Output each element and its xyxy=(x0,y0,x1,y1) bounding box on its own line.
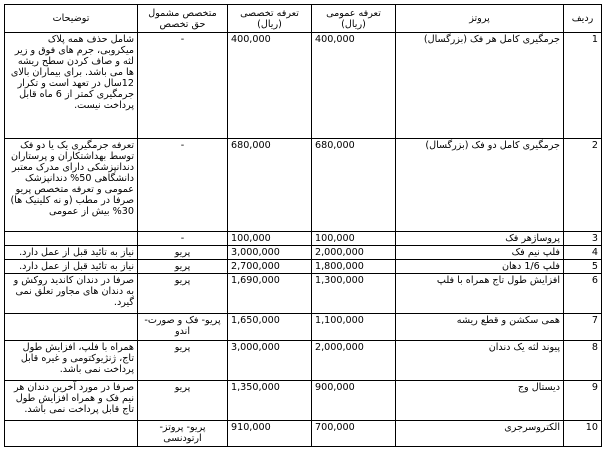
header-general-fee: تعرفه عمومی (ریال) xyxy=(312,5,396,33)
fee-schedule-table xyxy=(4,4,602,447)
table-row xyxy=(5,139,602,232)
header-specialist-fee: تعرفه تخصصی (ریال) xyxy=(228,5,312,33)
table-row xyxy=(5,274,602,314)
header-service: پروتز xyxy=(396,5,564,33)
row-service: پیوند لثه یک دندان xyxy=(396,341,564,381)
row-specialist-fee: 3,000,000 xyxy=(228,341,312,381)
row-specialist-fee: 3,000,000 xyxy=(228,246,312,260)
row-general-fee: 700,000 xyxy=(312,421,396,447)
row-specialist-fee: 1,350,000 xyxy=(228,381,312,421)
row-index: 3 xyxy=(564,232,602,246)
row-notes: نیاز به تائید قبل از عمل دارد. xyxy=(5,246,138,260)
row-index: 8 xyxy=(564,341,602,381)
table-row xyxy=(5,33,602,139)
row-general-fee: 900,000 xyxy=(312,381,396,421)
row-specialist-fee: 100,000 xyxy=(228,232,312,246)
row-specialist-eligible: پریو- پروتز- ارتودنسی xyxy=(138,421,228,447)
row-service: پروساژهر فک xyxy=(396,232,564,246)
row-specialist-eligible: پریو xyxy=(138,341,228,381)
row-specialist-eligible: پریو xyxy=(138,260,228,274)
row-index: 9 xyxy=(564,381,602,421)
row-notes: صرفا در دندان کاندید روکش و به دندان های مجاور تعلق نمی گیرد. xyxy=(5,274,138,314)
row-specialist-fee: 1,690,000 xyxy=(228,274,312,314)
row-notes: همراه با فلپ، افزایش طول تاج، ژنژیوکتومی و غیره قابل پرداخت نمی باشد. xyxy=(5,341,138,381)
row-notes xyxy=(5,232,138,246)
table-row xyxy=(5,246,602,260)
row-index: 10 xyxy=(564,421,602,447)
row-notes: تعرفه جرمگیری یک یا دو فک توسط بهداشتکاران و پرستاران دندانپزشکی دارای مدرک معتبر دانشگاهی 50% دندانپزشک عمومی و تعرفه متخصص پریو صرفا در مطب (و نه کلینیک ها) 30% بیش از عمومی xyxy=(5,139,138,232)
row-specialist-eligible: - xyxy=(138,33,228,139)
table-row xyxy=(5,314,602,341)
row-service: جرمگیری کامل هر فک (بزرگسال) xyxy=(396,33,564,139)
header-row xyxy=(5,5,602,33)
row-specialist-eligible: پریو xyxy=(138,274,228,314)
row-general-fee: 1,100,000 xyxy=(312,314,396,341)
header-notes: توضیحات xyxy=(5,5,138,33)
row-service: جرمگیری کامل دو فک (بزرگسال) xyxy=(396,139,564,232)
row-general-fee: 2,000,000 xyxy=(312,246,396,260)
header-index: ردیف xyxy=(564,5,602,33)
row-specialist-eligible: - xyxy=(138,232,228,246)
row-general-fee: 400,000 xyxy=(312,33,396,139)
row-notes xyxy=(5,421,138,447)
row-specialist-eligible: پریو- فک و صورت- اندو xyxy=(138,314,228,341)
table-row xyxy=(5,421,602,447)
row-specialist-fee: 400,000 xyxy=(228,33,312,139)
table-row xyxy=(5,381,602,421)
row-notes: صرفا در مورد آخرین دندان هر نیم فک و همراه افزایش طول تاج قابل پرداخت نمی باشد. xyxy=(5,381,138,421)
row-index: 5 xyxy=(564,260,602,274)
row-service: فلپ 1/6 دهان xyxy=(396,260,564,274)
row-specialist-fee: 2,700,000 xyxy=(228,260,312,274)
row-index: 1 xyxy=(564,33,602,139)
row-general-fee: 1,300,000 xyxy=(312,274,396,314)
header-specialist-eligible: متخصص مشمول حق تخصص xyxy=(138,5,228,33)
row-index: 2 xyxy=(564,139,602,232)
row-notes: نیاز به تائید قبل از عمل دارد. xyxy=(5,260,138,274)
row-service: دیستال وج xyxy=(396,381,564,421)
row-general-fee: 2,000,000 xyxy=(312,341,396,381)
row-service: فلپ نیم فک xyxy=(396,246,564,260)
row-index: 4 xyxy=(564,246,602,260)
row-specialist-fee: 910,000 xyxy=(228,421,312,447)
row-general-fee: 1,800,000 xyxy=(312,260,396,274)
row-general-fee: 100,000 xyxy=(312,232,396,246)
row-service: الکتروسرجری xyxy=(396,421,564,447)
row-index: 7 xyxy=(564,314,602,341)
row-index: 6 xyxy=(564,274,602,314)
row-service: افزایش طول تاج همراه با فلپ xyxy=(396,274,564,314)
row-specialist-eligible: پریو xyxy=(138,246,228,260)
table-row xyxy=(5,341,602,381)
table-row xyxy=(5,260,602,274)
row-notes xyxy=(5,314,138,341)
row-specialist-eligible: - xyxy=(138,139,228,232)
table-row xyxy=(5,232,602,246)
row-general-fee: 680,000 xyxy=(312,139,396,232)
row-specialist-eligible: پریو xyxy=(138,381,228,421)
row-specialist-fee: 1,650,000 xyxy=(228,314,312,341)
row-service: همی سکشن و قطع ریشه xyxy=(396,314,564,341)
row-specialist-fee: 680,000 xyxy=(228,139,312,232)
row-notes: شامل حذف همه پلاک میکروبی، جرم های فوق و زیر لثه و صاف کردن سطح ریشه ها می باشد. برای بیماران بالای 12سال در تعهد است و تکرار جرمگیری کمتر از 6 ماه قابل پرداخت نیست. xyxy=(5,33,138,139)
